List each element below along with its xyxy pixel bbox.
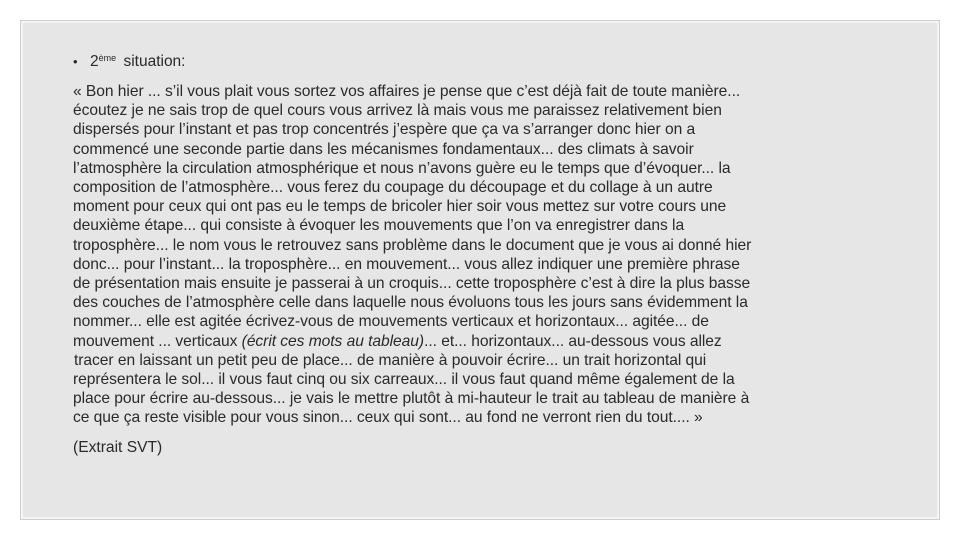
quote-line: deuxième étape... qui consiste à évoquer les mouvements que l’on va enregistrer dans la bbox=[73, 217, 685, 235]
quote-line: représentera le sol... il vous faut cinq ou six carreaux... il vous faut quand même également de la bbox=[73, 371, 735, 389]
quote-line: « Bon hier ... s’il vous plait vous sortez vos affaires je pense que c’est déjà fait de toute manière... bbox=[73, 83, 741, 100]
heading-label: situation: bbox=[119, 53, 186, 70]
quote-line: ce que ça reste visible pour vous sinon... ceux qui sont... au fond ne verront rien du tout.... » bbox=[73, 409, 703, 427]
quote-line: troposphère... le nom vous le retrouvez sans problème dans le document que je vous ai donné hier bbox=[73, 236, 752, 254]
quote-line-part: ... et... horizontaux... au-dessous vous allez bbox=[424, 332, 722, 350]
quote-line: tracer en laissant un petit peu de place... de manière à pouvoir écrire... un trait horizontal qui bbox=[74, 351, 707, 369]
quote-line: place pour écrire au-dessous... je vais le mettre plutôt à mi-hauteur le trait au tableau de manière à bbox=[73, 390, 750, 408]
quote-line: donc... pour l’instant... la troposphère... en mouvement... vous allez indiquer une première phrase bbox=[73, 255, 740, 273]
quote-line-part: mouvement ... verticaux bbox=[73, 332, 242, 350]
quote-line: des couches de l’atmosphère celle dans laquelle nous évoluons tous les jours sans évidemment la bbox=[73, 294, 748, 312]
quote-line: écoutez je ne sais trop de quel cours vous arrivez là mais vous me paraissez relativement bien bbox=[73, 102, 722, 120]
quote-line: moment pour ceux qui ont pas eu le temps de bricoler hier soir vous mettez sur votre cours une bbox=[73, 198, 727, 216]
quote-line: dispersés pour l’instant et pas trop concentrés j’espère que ça va s’arranger donc hier on a bbox=[73, 121, 696, 139]
heading-superscript: ème bbox=[98, 53, 117, 63]
quote-line: composition de l’atmosphère... vous ferez du coupage du découpage et du collage à un autre bbox=[73, 179, 713, 197]
quote-line: de présentation mais ensuite je passerai à un croquis... cette troposphère c’est à dire la plus basse bbox=[73, 275, 751, 293]
slide-content bbox=[73, 48, 888, 458]
quote-text bbox=[73, 82, 888, 428]
source-citation: (Extrait SVT) bbox=[73, 438, 163, 456]
situation-heading bbox=[73, 48, 888, 70]
quote-line: nommer... elle est agitée écrivez-vous de mouvements verticaux et horizontaux... agitée... de bbox=[73, 313, 709, 331]
quote-line: l’atmosphère la circulation atmosphérique et nous n’avons guère eu le temps que d’évoquer... la bbox=[73, 159, 731, 177]
heading-number: 2 bbox=[90, 53, 99, 70]
stage-direction: (écrit ces mots au tableau) bbox=[241, 332, 425, 350]
quote-line-with-italic bbox=[73, 332, 888, 351]
quote-line: commencé une seconde partie dans les mécanismes fondamentaux... des climats à savoir bbox=[73, 140, 694, 158]
bullet-icon: • bbox=[73, 54, 78, 69]
